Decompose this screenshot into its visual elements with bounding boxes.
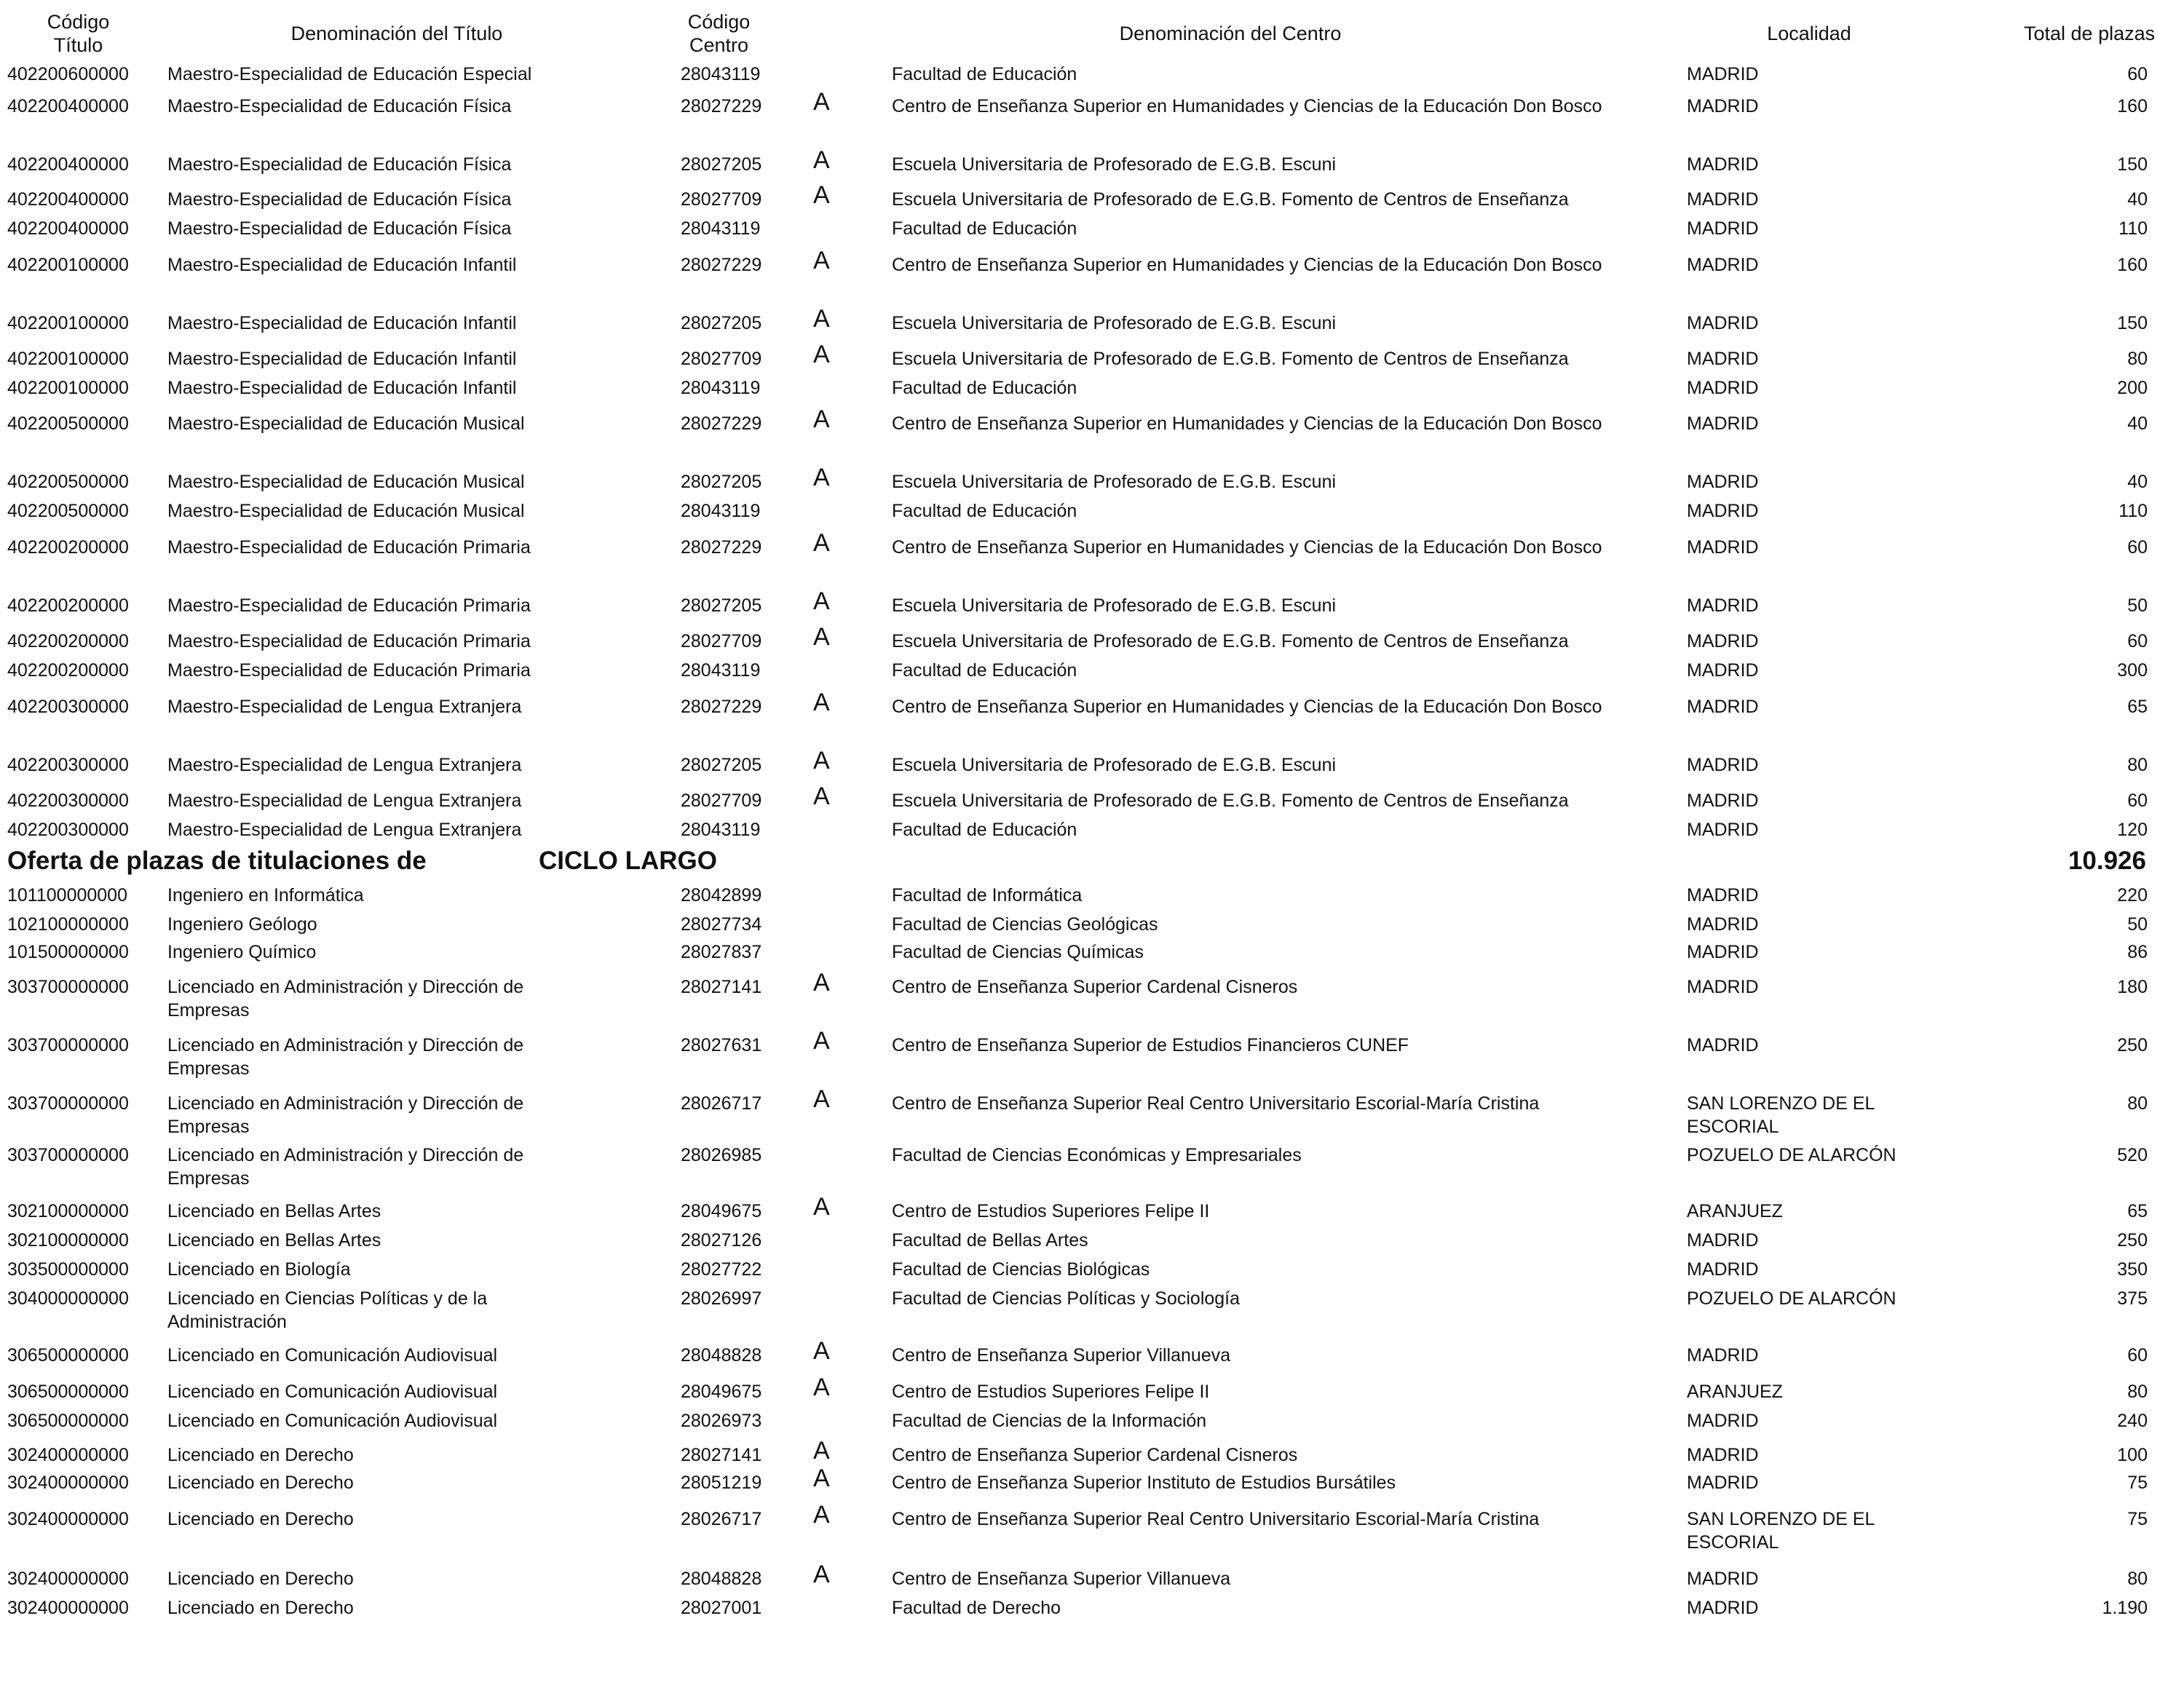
cell-codigo-titulo: 402200200000 [7, 537, 129, 558]
cell-total-plazas: 65 [2127, 1201, 2148, 1221]
cell-denominacion-titulo: Licenciado en Derecho [167, 1473, 354, 1493]
cell-localidad: MADRID [1687, 1411, 1759, 1431]
cell-localidad: MADRID [1687, 313, 1759, 333]
cell-denominacion-centro: Escuela Universitaria de Profesorado de E.G.B. Escuni [892, 595, 1337, 616]
cell-localidad: MADRID [1687, 1230, 1759, 1251]
cell-localidad: ARANJUEZ [1687, 1201, 1783, 1221]
cell-mark: A [813, 1193, 830, 1221]
cell-denominacion-titulo: Maestro-Especialidad de Lengua Extranjera [167, 820, 522, 840]
cell-denominacion-centro: Facultad de Ciencias Económicas y Empresariales [892, 1145, 1302, 1165]
cell-codigo-centro: 28042899 [681, 885, 762, 906]
cell-codigo-centro: 28027734 [681, 914, 762, 935]
cell-denominacion-titulo: Maestro-Especialidad de Lengua Extranjera [167, 790, 522, 811]
cell-denominacion-titulo: Maestro-Especialidad de Educación Infantil [167, 378, 517, 398]
cell-denominacion-centro: Facultad de Ciencias Políticas y Sociología [892, 1288, 1241, 1309]
cell-denominacion-centro: Facultad de Derecho [892, 1598, 1061, 1618]
cell-codigo-titulo: 402200100000 [7, 378, 129, 398]
cell-codigo-titulo: 402200300000 [7, 755, 129, 775]
cell-denominacion-centro: Centro de Enseñanza Superior Villanueva [892, 1345, 1231, 1366]
cell-total-plazas: 150 [2117, 154, 2148, 175]
cell-codigo-centro: 28027837 [681, 942, 762, 962]
cell-denominacion-titulo: Maestro-Especialidad de Educación Musical [167, 413, 525, 434]
cell-total-plazas: 60 [2127, 631, 2148, 651]
cell-mark: A [813, 181, 830, 209]
cell-localidad: MADRID [1687, 349, 1759, 369]
cell-denominacion-centro: Centro de Enseñanza Superior en Humanidades y Ciencias de la Educación Don Bosco [892, 537, 1602, 558]
cell-denominacion-titulo: Maestro-Especialidad de Educación Infantil [167, 349, 517, 369]
cell-denominacion-titulo: Licenciado en Derecho [167, 1509, 354, 1529]
cell-codigo-centro: 28027722 [681, 1259, 762, 1280]
cell-denominacion-centro: Centro de Enseñanza Superior Cardenal Cisneros [892, 1445, 1298, 1465]
cell-mark: A [813, 88, 830, 116]
cell-codigo-centro: 28043119 [681, 64, 761, 84]
cell-codigo-titulo: 402200100000 [7, 255, 129, 275]
header-denominacion-titulo: Denominación del Título [290, 23, 503, 44]
cell-denominacion-titulo: Maestro-Especialidad de Educación Física [167, 96, 512, 116]
cell-localidad: MADRID [1687, 631, 1759, 651]
cell-mark: A [813, 341, 830, 368]
cell-codigo-centro: 28027229 [681, 537, 762, 558]
cell-localidad: MADRID [1687, 1473, 1759, 1493]
cell-localidad: MADRID [1687, 820, 1759, 840]
cell-codigo-centro: 28043119 [681, 501, 761, 521]
cell-codigo-titulo: 402200500000 [7, 472, 129, 492]
cell-denominacion-titulo: Licenciado en Comunicación Audiovisual [167, 1382, 498, 1402]
section-title: Oferta de plazas de titulaciones de [7, 847, 427, 875]
cell-denominacion-centro: Facultad de Ciencias de la Información [892, 1411, 1207, 1431]
section-cycle: CICLO LARGO [539, 847, 717, 875]
cell-denominacion-centro: Facultad de Bellas Artes [892, 1230, 1088, 1251]
cell-total-plazas: 110 [2118, 501, 2148, 521]
cell-denominacion-centro: Escuela Universitaria de Profesorado de E.G.B. Escuni [892, 755, 1337, 775]
cell-total-plazas: 220 [2117, 885, 2148, 906]
cell-codigo-titulo: 402200600000 [7, 64, 129, 84]
cell-denominacion-titulo: Licenciado en Administración y Dirección de Empresas [167, 1093, 524, 1137]
cell-total-plazas: 80 [2127, 1382, 2148, 1402]
cell-codigo-titulo: 402200500000 [7, 413, 129, 434]
cell-total-plazas: 40 [2127, 413, 2148, 434]
cell-total-plazas: 240 [2117, 1411, 2148, 1431]
header-codigo-centro: Código Centro [687, 11, 751, 56]
cell-codigo-titulo: 306500000000 [7, 1345, 129, 1366]
cell-codigo-titulo: 402200300000 [7, 790, 129, 811]
cell-codigo-titulo: 402200200000 [7, 595, 129, 616]
cell-total-plazas: 180 [2117, 977, 2148, 997]
cell-codigo-centro: 28027709 [681, 189, 762, 210]
cell-mark: A [813, 689, 830, 716]
cell-codigo-centro: 28027229 [681, 697, 762, 717]
cell-mark: A [813, 623, 830, 651]
cell-localidad: MADRID [1687, 501, 1759, 521]
cell-denominacion-titulo: Licenciado en Comunicación Audiovisual [167, 1345, 498, 1366]
cell-mark: A [813, 587, 830, 615]
cell-codigo-centro: 28027205 [681, 313, 762, 333]
cell-denominacion-centro: Facultad de Informática [892, 885, 1083, 906]
cell-codigo-titulo: 402200100000 [7, 313, 129, 333]
cell-denominacion-titulo: Licenciado en Administración y Dirección de Empresas [167, 1035, 524, 1079]
cell-codigo-centro: 28027205 [681, 154, 762, 175]
cell-denominacion-titulo: Maestro-Especialidad de Educación Musical [167, 501, 525, 521]
header-denominacion-centro: Denominación del Centro [1119, 23, 1342, 44]
cell-total-plazas: 200 [2117, 378, 2148, 398]
cell-localidad: MADRID [1687, 1569, 1759, 1589]
cell-mark: A [813, 247, 830, 274]
cell-codigo-centro: 28049675 [681, 1201, 762, 1221]
cell-localidad: MADRID [1687, 790, 1759, 811]
cell-denominacion-titulo: Maestro-Especialidad de Educación Infantil [167, 255, 517, 275]
cell-denominacion-titulo: Maestro-Especialidad de Educación Infantil [167, 313, 517, 333]
cell-codigo-titulo: 303700000000 [7, 977, 129, 997]
cell-total-plazas: 60 [2127, 790, 2148, 811]
cell-codigo-titulo: 302400000000 [7, 1598, 129, 1618]
cell-denominacion-titulo: Maestro-Especialidad de Educación Primaria [167, 595, 531, 616]
cell-denominacion-titulo: Licenciado en Derecho [167, 1569, 354, 1589]
cell-mark: A [813, 1561, 830, 1588]
cell-denominacion-centro: Escuela Universitaria de Profesorado de E.G.B. Escuni [892, 154, 1337, 175]
cell-codigo-titulo: 303700000000 [7, 1093, 129, 1114]
cell-denominacion-centro: Centro de Enseñanza Superior en Humanidades y Ciencias de la Educación Don Bosco [892, 255, 1602, 275]
cell-mark: A [813, 146, 830, 174]
cell-total-plazas: 1.190 [2102, 1598, 2148, 1618]
cell-total-plazas: 110 [2118, 218, 2148, 239]
cell-localidad: POZUELO DE ALARCÓN [1687, 1145, 1896, 1165]
cell-codigo-centro: 28043119 [681, 820, 761, 840]
cell-denominacion-titulo: Maestro-Especialidad de Educación Primaria [167, 537, 531, 558]
cell-denominacion-titulo: Ingeniero Geólogo [167, 914, 317, 935]
cell-denominacion-centro: Facultad de Educación [892, 378, 1077, 398]
cell-total-plazas: 40 [2127, 472, 2148, 492]
cell-codigo-titulo: 402200100000 [7, 349, 129, 369]
cell-total-plazas: 120 [2117, 820, 2148, 840]
cell-denominacion-titulo: Ingeniero Químico [167, 942, 317, 962]
cell-codigo-centro: 28027141 [681, 977, 762, 997]
cell-localidad: MADRID [1687, 154, 1759, 175]
cell-mark: A [813, 969, 830, 996]
cell-localidad: MADRID [1687, 1598, 1759, 1618]
cell-localidad: MADRID [1687, 255, 1759, 275]
cell-codigo-titulo: 303700000000 [7, 1035, 129, 1055]
cell-total-plazas: 75 [2127, 1473, 2148, 1493]
cell-denominacion-titulo: Maestro-Especialidad de Educación Física [167, 154, 512, 175]
cell-localidad: MADRID [1687, 378, 1759, 398]
cell-total-plazas: 60 [2127, 537, 2148, 558]
cell-total-plazas: 350 [2117, 1259, 2148, 1280]
cell-total-plazas: 520 [2117, 1145, 2148, 1165]
cell-denominacion-centro: Escuela Universitaria de Profesorado de E.G.B. Fomento de Centros de Enseñanza [892, 790, 1569, 811]
cell-denominacion-centro: Facultad de Educación [892, 660, 1077, 681]
header-codigo-titulo: Código Título [47, 11, 110, 56]
cell-localidad: MADRID [1687, 1259, 1759, 1280]
cell-denominacion-titulo: Ingeniero en Informática [167, 885, 364, 906]
cell-codigo-titulo: 402200200000 [7, 660, 129, 681]
cell-codigo-titulo: 101500000000 [7, 942, 129, 962]
cell-codigo-centro: 28027709 [681, 349, 762, 369]
cell-codigo-titulo: 402200300000 [7, 697, 129, 717]
cell-mark: A [813, 1027, 830, 1055]
cell-localidad: MADRID [1687, 885, 1759, 906]
cell-localidad: MADRID [1687, 595, 1759, 616]
cell-denominacion-titulo: Maestro-Especialidad de Educación Especial [167, 64, 532, 84]
cell-total-plazas: 160 [2117, 96, 2148, 116]
cell-denominacion-titulo: Licenciado en Derecho [167, 1598, 354, 1618]
cell-codigo-centro: 28027229 [681, 96, 762, 116]
header-localidad: Localidad [1767, 23, 1851, 44]
cell-total-plazas: 80 [2127, 755, 2148, 775]
cell-denominacion-centro: Centro de Enseñanza Superior Villanueva [892, 1569, 1231, 1589]
cell-total-plazas: 50 [2127, 595, 2148, 616]
cell-total-plazas: 250 [2117, 1035, 2148, 1055]
cell-total-plazas: 80 [2127, 1569, 2148, 1589]
cell-denominacion-titulo: Licenciado en Administración y Dirección de Empresas [167, 977, 524, 1021]
cell-denominacion-titulo: Licenciado en Derecho [167, 1445, 354, 1465]
cell-denominacion-titulo: Maestro-Especialidad de Lengua Extranjera [167, 755, 522, 775]
cell-codigo-centro: 28026997 [681, 1288, 762, 1309]
cell-codigo-centro: 28049675 [681, 1382, 762, 1402]
cell-mark: A [813, 1374, 830, 1401]
cell-denominacion-centro: Escuela Universitaria de Profesorado de E.G.B. Escuni [892, 472, 1337, 492]
cell-total-plazas: 250 [2117, 1230, 2148, 1251]
cell-localidad: MADRID [1687, 1035, 1759, 1055]
cell-codigo-titulo: 402200400000 [7, 154, 129, 175]
cell-localidad: MADRID [1687, 660, 1759, 681]
cell-denominacion-titulo: Licenciado en Biología [167, 1259, 351, 1280]
cell-localidad: MADRID [1687, 914, 1759, 935]
cell-codigo-centro: 28027631 [681, 1035, 762, 1055]
cell-denominacion-titulo: Licenciado en Bellas Artes [167, 1201, 381, 1221]
cell-localidad: SAN LORENZO DE EL ESCORIAL [1687, 1509, 1875, 1553]
cell-denominacion-titulo: Licenciado en Ciencias Políticas y de la Administración [167, 1288, 488, 1332]
cell-codigo-centro: 28043119 [681, 378, 761, 398]
cell-localidad: MADRID [1687, 755, 1759, 775]
cell-mark: A [813, 405, 830, 433]
cell-localidad: MADRID [1687, 537, 1759, 558]
cell-mark: A [813, 1085, 830, 1113]
cell-codigo-titulo: 101100000000 [7, 885, 127, 906]
cell-denominacion-titulo: Maestro-Especialidad de Educación Primaria [167, 631, 531, 651]
cell-codigo-centro: 28027709 [681, 631, 762, 651]
cell-denominacion-centro: Centro de Enseñanza Superior Cardenal Cisneros [892, 977, 1298, 997]
cell-total-plazas: 80 [2127, 1093, 2148, 1114]
cell-denominacion-centro: Facultad de Educación [892, 501, 1077, 521]
cell-codigo-titulo: 303500000000 [7, 1259, 129, 1280]
cell-codigo-centro: 28027205 [681, 755, 762, 775]
cell-codigo-titulo: 302400000000 [7, 1569, 129, 1589]
cell-mark: A [813, 1465, 830, 1492]
cell-denominacion-titulo: Licenciado en Administración y Dirección de Empresas [167, 1145, 524, 1189]
cell-denominacion-centro: Centro de Enseñanza Superior Instituto de Estudios Bursátiles [892, 1473, 1396, 1493]
cell-denominacion-centro: Facultad de Ciencias Geológicas [892, 914, 1158, 935]
cell-mark: A [813, 747, 830, 774]
cell-denominacion-centro: Facultad de Educación [892, 820, 1077, 840]
cell-localidad: MADRID [1687, 1445, 1759, 1465]
cell-codigo-titulo: 402200200000 [7, 631, 129, 651]
cell-codigo-centro: 28043119 [681, 218, 761, 239]
cell-total-plazas: 375 [2117, 1288, 2148, 1309]
cell-denominacion-centro: Facultad de Ciencias Químicas [892, 942, 1144, 962]
cell-mark: A [813, 1437, 830, 1465]
cell-localidad: MADRID [1687, 413, 1759, 434]
cell-codigo-titulo: 304000000000 [7, 1288, 129, 1309]
cell-localidad: MADRID [1687, 189, 1759, 210]
cell-total-plazas: 100 [2117, 1445, 2148, 1465]
cell-codigo-titulo: 302400000000 [7, 1473, 129, 1493]
cell-localidad: MADRID [1687, 942, 1759, 962]
cell-localidad: ARANJUEZ [1687, 1382, 1783, 1402]
cell-total-plazas: 150 [2117, 313, 2148, 333]
cell-codigo-titulo: 306500000000 [7, 1411, 129, 1431]
cell-denominacion-centro: Centro de Enseñanza Superior de Estudios Financieros CUNEF [892, 1035, 1409, 1055]
cell-codigo-titulo: 303700000000 [7, 1145, 129, 1165]
cell-mark: A [813, 464, 830, 491]
cell-codigo-centro: 28027229 [681, 255, 762, 275]
cell-denominacion-centro: Centro de Enseñanza Superior en Humanidades y Ciencias de la Educación Don Bosco [892, 697, 1602, 717]
cell-denominacion-centro: Centro de Enseñanza Superior en Humanidades y Ciencias de la Educación Don Bosco [892, 96, 1602, 116]
cell-denominacion-centro: Centro de Enseñanza Superior Real Centro Universitario Escorial-María Cristina [892, 1509, 1540, 1529]
cell-denominacion-titulo: Maestro-Especialidad de Educación Física [167, 189, 512, 210]
cell-codigo-titulo: 402200300000 [7, 820, 129, 840]
cell-codigo-titulo: 302100000000 [7, 1201, 129, 1221]
cell-codigo-titulo: 102100000000 [7, 914, 129, 935]
cell-codigo-centro: 28027141 [681, 1445, 762, 1465]
cell-localidad: MADRID [1687, 472, 1759, 492]
cell-localidad: MADRID [1687, 218, 1759, 239]
cell-codigo-titulo: 306500000000 [7, 1382, 129, 1402]
header-total-plazas: Total de plazas [2024, 23, 2156, 44]
cell-denominacion-centro: Escuela Universitaria de Profesorado de E.G.B. Escuni [892, 313, 1337, 333]
cell-denominacion-centro: Escuela Universitaria de Profesorado de E.G.B. Fomento de Centros de Enseñanza [892, 631, 1569, 651]
cell-codigo-centro: 28048828 [681, 1345, 762, 1366]
cell-codigo-centro: 28027205 [681, 472, 762, 492]
cell-total-plazas: 86 [2127, 942, 2148, 962]
cell-codigo-titulo: 302100000000 [7, 1230, 129, 1251]
cell-codigo-centro: 28027126 [681, 1230, 762, 1251]
cell-localidad: SAN LORENZO DE EL ESCORIAL [1687, 1093, 1875, 1137]
cell-denominacion-titulo: Maestro-Especialidad de Educación Primaria [167, 660, 531, 681]
cell-denominacion-centro: Facultad de Educación [892, 218, 1077, 239]
cell-total-plazas: 60 [2127, 1345, 2148, 1366]
cell-codigo-centro: 28027205 [681, 595, 762, 616]
cell-codigo-centro: 28027709 [681, 790, 762, 811]
cell-total-plazas: 50 [2127, 914, 2148, 935]
cell-codigo-titulo: 402200400000 [7, 189, 129, 210]
cell-total-plazas: 300 [2117, 660, 2148, 681]
cell-denominacion-centro: Centro de Estudios Superiores Felipe II [892, 1382, 1210, 1402]
cell-codigo-centro: 28026717 [681, 1509, 762, 1529]
cell-total-plazas: 160 [2117, 255, 2148, 275]
cell-denominacion-titulo: Licenciado en Comunicación Audiovisual [167, 1411, 498, 1431]
cell-codigo-titulo: 302400000000 [7, 1509, 129, 1529]
cell-total-plazas: 75 [2127, 1509, 2148, 1529]
cell-localidad: POZUELO DE ALARCÓN [1687, 1288, 1896, 1309]
section-total: 10.926 [2068, 847, 2146, 875]
cell-total-plazas: 80 [2127, 349, 2148, 369]
cell-denominacion-centro: Facultad de Educación [892, 64, 1077, 84]
cell-localidad: MADRID [1687, 1345, 1759, 1366]
cell-total-plazas: 60 [2127, 64, 2148, 84]
cell-mark: A [813, 529, 830, 557]
cell-denominacion-centro: Centro de Enseñanza Superior Real Centro Universitario Escorial-María Cristina [892, 1093, 1540, 1114]
cell-codigo-centro: 28026985 [681, 1145, 762, 1165]
cell-codigo-titulo: 402200400000 [7, 96, 129, 116]
cell-codigo-centro: 28027229 [681, 413, 762, 434]
cell-codigo-centro: 28027001 [681, 1598, 762, 1618]
cell-codigo-centro: 28026717 [681, 1093, 762, 1114]
cell-codigo-titulo: 402200500000 [7, 501, 129, 521]
cell-localidad: MADRID [1687, 96, 1759, 116]
cell-localidad: MADRID [1687, 64, 1759, 84]
cell-total-plazas: 40 [2127, 189, 2148, 210]
cell-codigo-centro: 28048828 [681, 1569, 762, 1589]
cell-denominacion-centro: Centro de Estudios Superiores Felipe II [892, 1201, 1210, 1221]
cell-denominacion-titulo: Maestro-Especialidad de Educación Musical [167, 472, 525, 492]
cell-codigo-centro: 28051219 [681, 1473, 762, 1493]
cell-total-plazas: 65 [2127, 697, 2148, 717]
cell-denominacion-titulo: Maestro-Especialidad de Lengua Extranjera [167, 697, 522, 717]
cell-codigo-titulo: 402200400000 [7, 218, 129, 239]
cell-mark: A [813, 1337, 830, 1365]
cell-mark: A [813, 1501, 830, 1529]
cell-localidad: MADRID [1687, 697, 1759, 717]
cell-codigo-centro: 28026973 [681, 1411, 762, 1431]
cell-denominacion-titulo: Maestro-Especialidad de Educación Física [167, 218, 512, 239]
cell-mark: A [813, 782, 830, 810]
cell-localidad: MADRID [1687, 977, 1759, 997]
cell-denominacion-centro: Escuela Universitaria de Profesorado de E.G.B. Fomento de Centros de Enseñanza [892, 189, 1569, 210]
cell-denominacion-centro: Escuela Universitaria de Profesorado de E.G.B. Fomento de Centros de Enseñanza [892, 349, 1569, 369]
cell-mark: A [813, 305, 830, 333]
cell-denominacion-titulo: Licenciado en Bellas Artes [167, 1230, 381, 1251]
cell-codigo-titulo: 302400000000 [7, 1445, 129, 1465]
cell-denominacion-centro: Facultad de Ciencias Biológicas [892, 1259, 1150, 1280]
cell-denominacion-centro: Centro de Enseñanza Superior en Humanidades y Ciencias de la Educación Don Bosco [892, 413, 1602, 434]
cell-codigo-centro: 28043119 [681, 660, 761, 681]
